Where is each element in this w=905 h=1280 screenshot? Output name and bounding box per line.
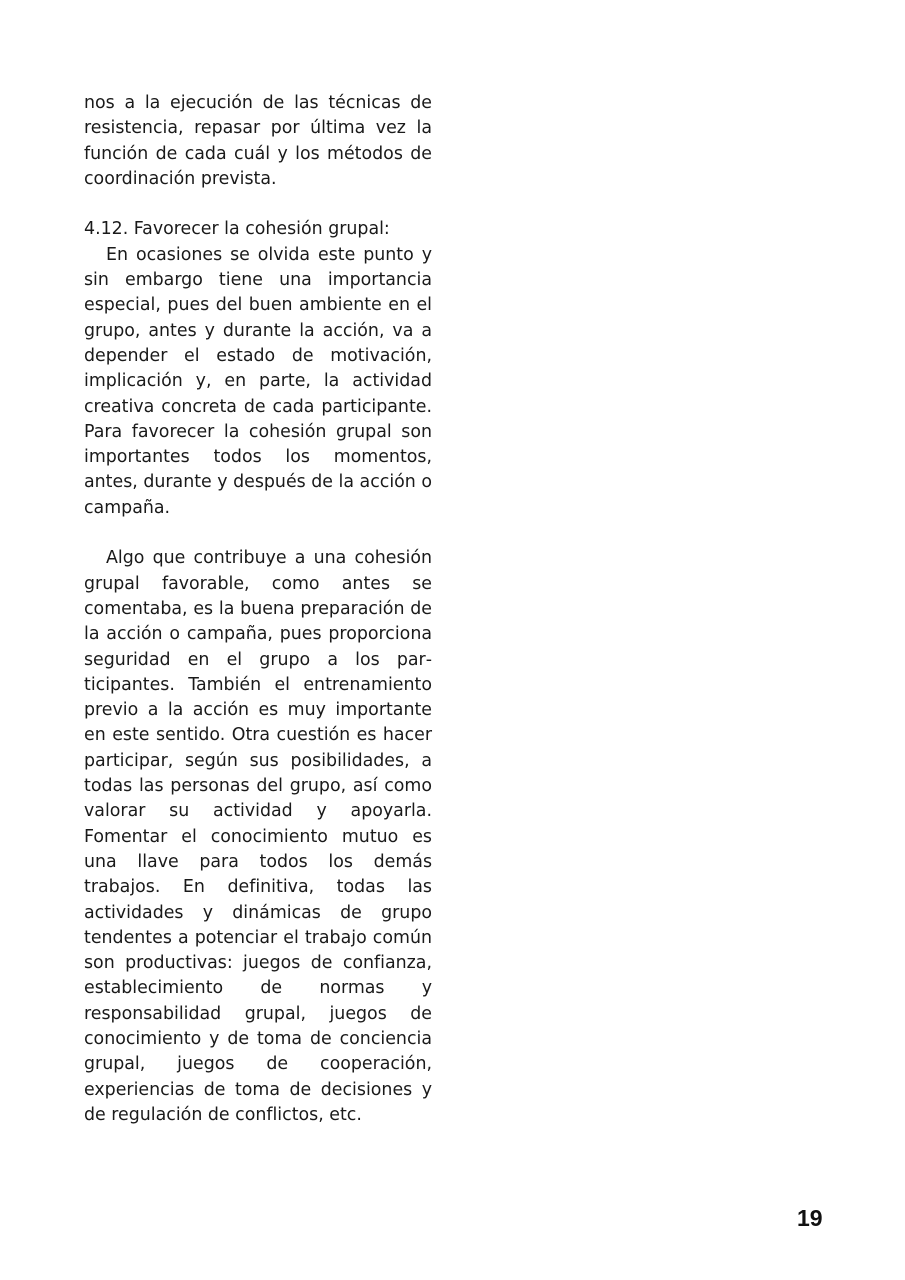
text-column (84, 91, 432, 1128)
paragraph-cohesion-intro: En ocasiones se olvida este punto y sin embargo tiene una importancia especial, pues del buen ambiente en el grupo, antes y durante la acción, va a depender el estado de motivación, implicación y, en parte, la actividad creativa concreta de cada participante. Para favorecer la cohesión grupal son importantes todos los momentos, antes, durante y después de la acción o campaña. (84, 244, 432, 518)
paragraph-continuation: nos a la ejecución de las técnicas de resistencia, repasar por última vez la función de cada cuál y los métodos de coordinación prevista. (84, 93, 432, 189)
section-heading: 4.12. Favorecer la cohesión grupal: (84, 219, 390, 240)
paragraph-gap (84, 192, 432, 217)
paragraph-gap (84, 521, 432, 546)
page-number: 19 (797, 1205, 823, 1231)
paragraph-cohesion-detail: Algo que contribuye a una cohesión grupal favorable, como antes se comentaba, es la buena preparación de la acción o campaña, pues proporciona seguridad en el grupo a los participantes. También el entrenamiento previo a la acción es muy importante en este sentido. Otra cuestión es hacer participar, según sus posibilidades, a todas las personas del grupo, así como valorar su actividad y apoyarla. Fomentar el conocimiento mutuo es una llave para todos los demás trabajos. En definitiva, todas las actividades y dinámicas de grupo tendentes a potenciar el trabajo común son productivas: juegos de confianza, establecimiento de normas y responsabilidad grupal, juegos de conocimiento y de toma de conciencia grupal, juegos de cooperación, experiencias de toma de decisiones y de regulación de conflictos, etc. (84, 548, 432, 1125)
